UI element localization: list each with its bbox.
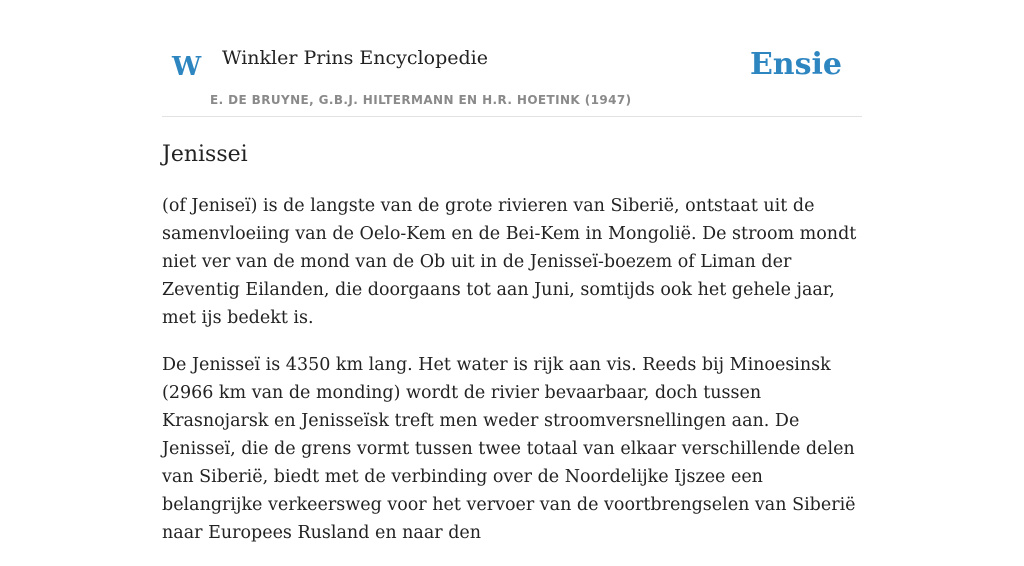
ensie-brand-logo[interactable]: Ensie xyxy=(749,47,842,82)
entry-paragraph: De Jenisseï is 4350 km lang. Het water is rijk aan vis. Reeds bij Minoesinsk (2966 km van de monding) wordt de rivier bevaarbaar, doch tussen Krasnojarsk en Jenisseïsk treft men weder stroomversnellingen aan. De Jenisseï, die de grens vormt tussen twee totaal van elkaar verschillende delen van Siberië, biedt met de verbinding over de Noordelijke Ijszee een belangrijke verkeersweg voor het vervoer van de voortbrengselen van Siberië naar Europees Rusland en naar den xyxy=(162,355,856,543)
entry-paragraph: (of Jeniseï) is de langste van de grote rivieren van Siberië, ontstaat uit de samenvloeiing van de Oelo-Kem en de Bei-Kem in Mongolië. De stroom mondt niet ver van de mond van de Ob uit in de Jenisseï-boezem of Liman der Zeventig Eilanden, die doorgaans tot aan Juni, somtijds ook het gehele jaar, met ijs bedekt is. xyxy=(162,196,857,328)
winkler-prins-logo[interactable]: W xyxy=(172,52,202,82)
publication-title[interactable]: Winkler Prins Encyclopedie xyxy=(222,47,488,69)
publication-authors: E. DE BRUYNE, G.B.J. HILTERMANN EN H.R. HOETINK (1947) xyxy=(210,93,632,107)
encyclopedia-header xyxy=(162,40,862,117)
entry-content xyxy=(162,192,866,566)
entry-title: Jenissei xyxy=(162,142,248,167)
